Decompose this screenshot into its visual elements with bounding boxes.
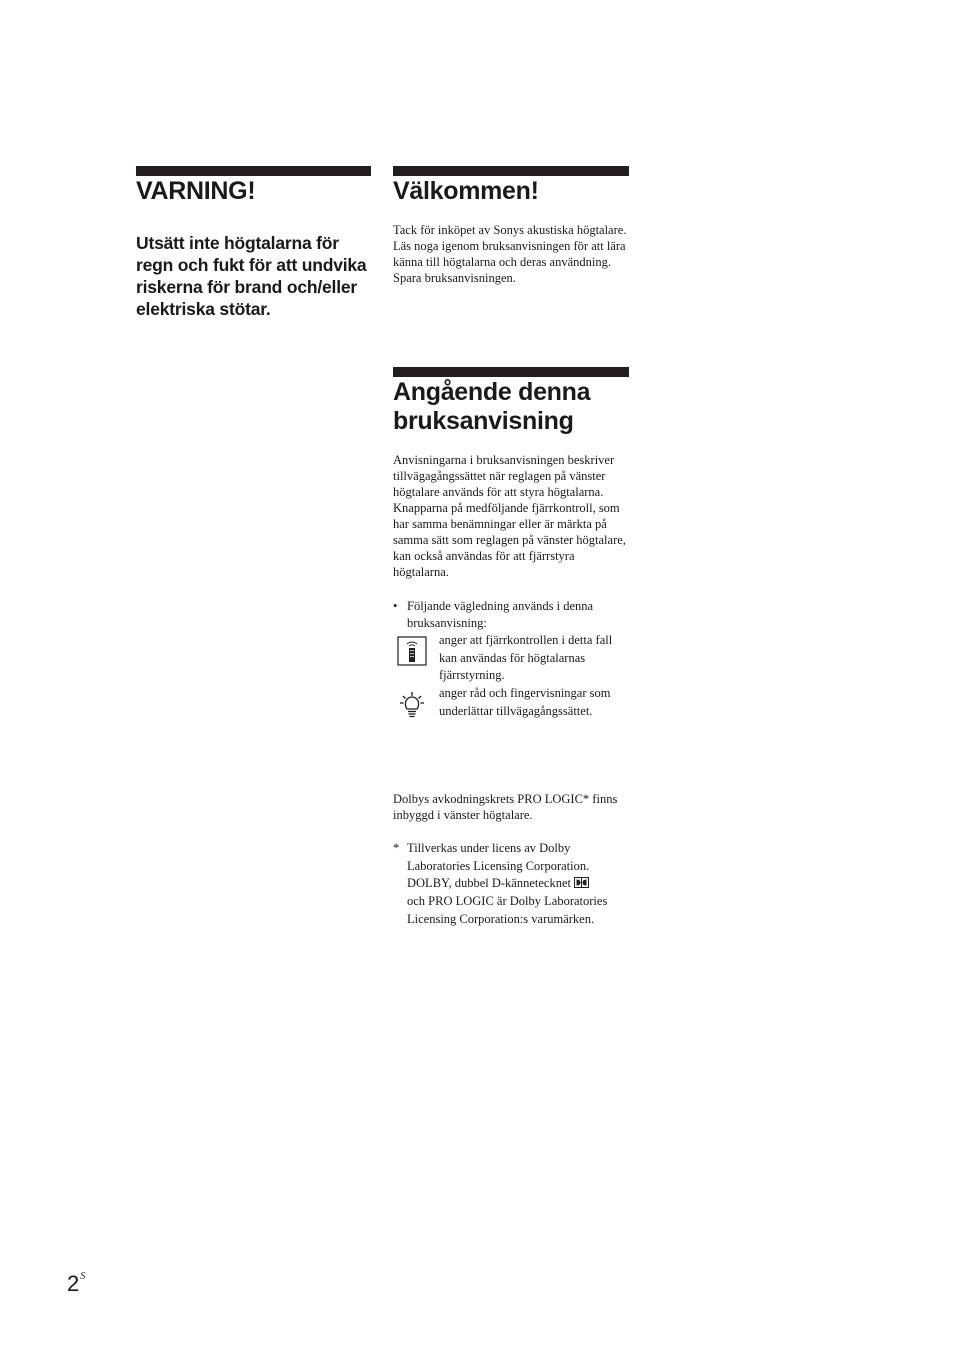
dolby-note bbox=[393, 791, 633, 823]
dolby-footnote bbox=[393, 840, 633, 929]
about-intro-text: Anvisningarna i bruksanvisningen beskriver tillvägagångssättet när reglagen på vänster högtalare används för att styra högtalarna. Knapparna på medföljande fjärrkontroll, som har samma benämningar eller är märkta på samma sätt som reglagen på vänster högtalare, kan också användas för att fjärrstyra högtalarna. bbox=[393, 453, 626, 579]
about-heading-line-2: bruksanvisning bbox=[393, 407, 574, 435]
legend-row-remote bbox=[393, 632, 633, 684]
welcome-rule bbox=[393, 166, 629, 176]
about-rule bbox=[393, 367, 629, 377]
about-heading bbox=[393, 378, 590, 436]
about-intro bbox=[393, 452, 633, 580]
welcome-heading: Välkommen! bbox=[393, 177, 539, 205]
legend-remote-text: anger att fjärrkontrollen i detta fall kan användas för högtalarnas fjärrstyrning. bbox=[439, 633, 613, 682]
page-number-value: 2 bbox=[67, 1271, 80, 1296]
welcome-body bbox=[393, 222, 633, 286]
page-number bbox=[67, 1262, 85, 1299]
bullet-mark: • bbox=[393, 599, 398, 613]
welcome-paragraph-2: Läs noga igenom bruksanvisningen för att lära känna till högtalarna och deras användning. Spara bruksanvisningen. bbox=[393, 239, 626, 285]
page-language-code: S bbox=[80, 1271, 86, 1282]
dolby-text: Dolbys avkodningskrets PRO LOGIC* finns inbyggd i vänster högtalare. bbox=[393, 792, 618, 822]
warning-rule bbox=[136, 166, 371, 176]
welcome-paragraph-1: Tack för inköpet av Sonys akustiska högtalare. bbox=[393, 223, 627, 237]
legend-row-tip bbox=[393, 685, 633, 741]
footnote-text-a: Tillverkas under licens av Dolby Laboratories Licensing Corporation. DOLBY, dubbel D-kännetecknet bbox=[407, 841, 590, 891]
warning-text: Utsätt inte högtalarna för regn och fukt för att undvika riskerna för brand och/eller elektriska stötar. bbox=[136, 233, 367, 319]
warning-heading: VARNING! bbox=[136, 177, 256, 205]
legend-tip-text: anger råd och fingervisningar som underlättar tillvägagångssättet. bbox=[439, 686, 611, 718]
remote-control-icon bbox=[397, 636, 427, 666]
about-heading-line-1: Angående denna bbox=[393, 378, 591, 406]
bullet-text: Följande vägledning används i denna bruksanvisning: bbox=[407, 599, 594, 630]
footnote-text-b: och PRO LOGIC är Dolby Laboratories Licensing Corporation:s varumärken. bbox=[407, 894, 608, 926]
light-bulb-tip-icon bbox=[397, 691, 427, 721]
footnote-text bbox=[407, 840, 633, 929]
about-bullet bbox=[393, 598, 633, 632]
footnote-mark: * bbox=[393, 841, 400, 855]
dolby-double-d-icon bbox=[574, 877, 589, 888]
